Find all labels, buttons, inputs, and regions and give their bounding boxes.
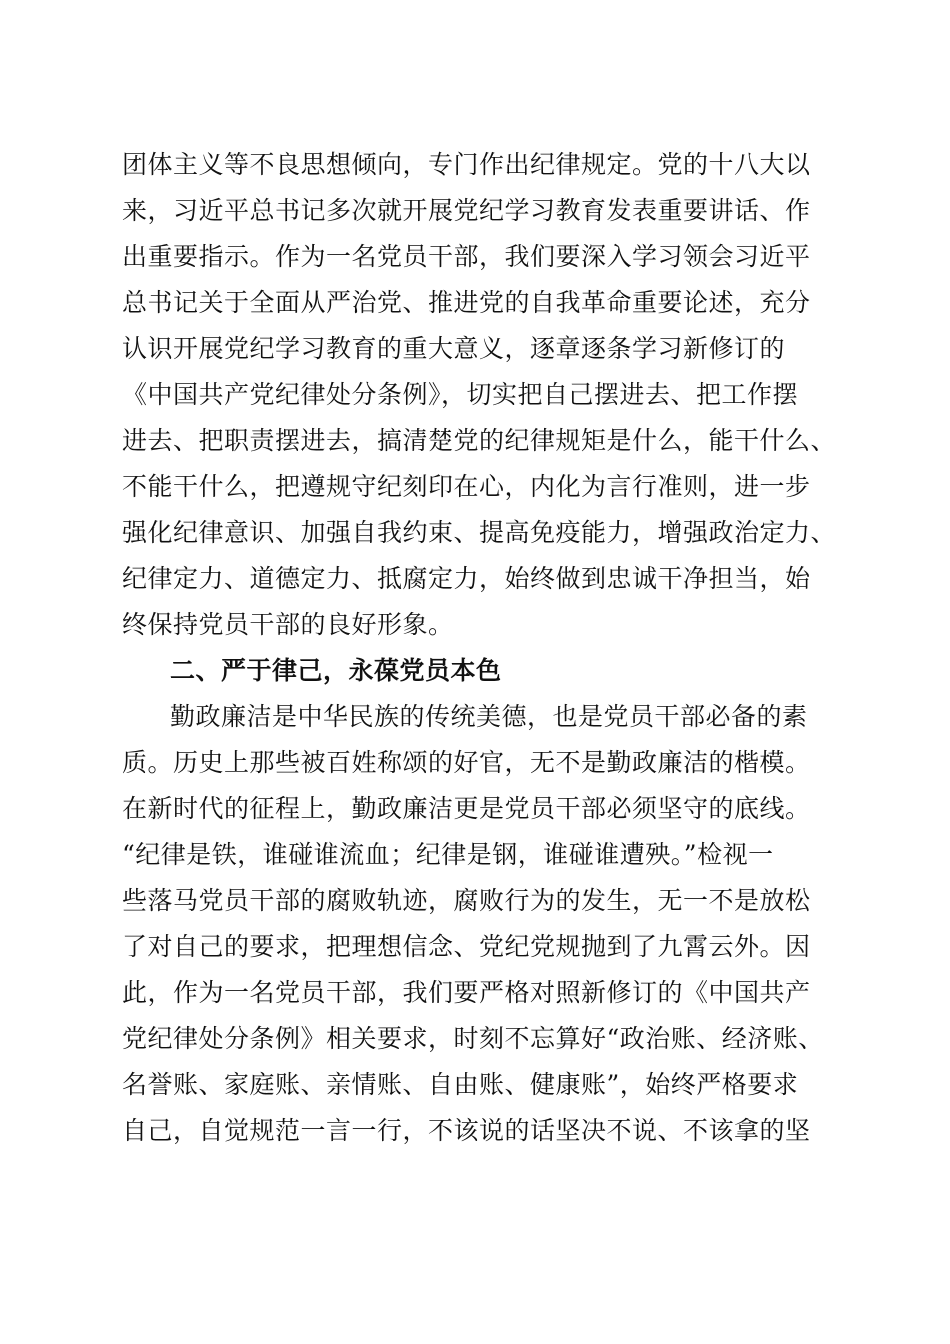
paragraph-1-line: 总书记关于全面从严治党、推进党的自我革命重要论述，充分 <box>122 288 811 317</box>
section-2-heading: 二、严于律己，永葆党员本色 <box>170 656 502 685</box>
paragraph-1-line: 团体主义等不良思想倾向，专门作出纪律规定。党的十八大以 <box>122 150 811 179</box>
paragraph-2-line: 勤政廉洁是中华民族的传统美德，也是党员干部必备的素 <box>170 702 808 731</box>
paragraph-1-line: 强化纪律意识、加强自我约束、提高免疫能力，增强政治定力、 <box>122 518 837 547</box>
paragraph-2-line: 党纪律处分条例》相关要求，时刻不忘算好“政治账、经济账、 <box>122 1024 824 1053</box>
paragraph-2-line: 些落马党员干部的腐败轨迹，腐败行为的发生，无一不是放松 <box>122 886 811 915</box>
paragraph-1-line: 不能干什么，把遵规守纪刻印在心，内化为言行准则，进一步 <box>122 472 811 501</box>
paragraph-1-line: 出重要指示。作为一名党员干部，我们要深入学习领会习近平 <box>122 242 811 271</box>
document-body <box>122 142 842 1154</box>
paragraph-2-line: 了对自己的要求，把理想信念、党纪党规抛到了九霄云外。因 <box>122 932 811 961</box>
paragraph-1-line: 来，习近平总书记多次就开展党纪学习教育发表重要讲话、作 <box>122 196 811 225</box>
paragraph-2-line: 在新时代的征程上，勤政廉洁更是党员干部必须坚守的底线。 <box>122 794 811 823</box>
paragraph-2-line: 名誉账、家庭账、亲情账、自由账、健康账”，始终严格要求 <box>122 1070 799 1099</box>
paragraph-1-line: 认识开展党纪学习教育的重大意义，逐章逐条学习新修订的 <box>122 334 786 363</box>
paragraph-1-line: 终保持党员干部的良好形象。 <box>122 610 454 639</box>
paragraph-2-line: 自己，自觉规范一言一行，不该说的话坚决不说、不该拿的坚 <box>122 1116 811 1145</box>
paragraph-1-line: 进去、把职责摆进去，搞清楚党的纪律规矩是什么，能干什么、 <box>122 426 837 455</box>
paragraph-2-line: 质。历史上那些被百姓称颂的好官，无不是勤政廉洁的楷模。 <box>122 748 811 777</box>
paragraph-1-line: 纪律定力、道德定力、抵腐定力，始终做到忠诚干净担当，始 <box>122 564 811 593</box>
paragraph-1-line: 《中国共产党纪律处分条例》，切实把自己摆进去、把工作摆 <box>122 380 799 409</box>
paragraph-2-line: 此，作为一名党员干部，我们要严格对照新修订的《中国共产 <box>122 978 811 1007</box>
paragraph-2-line: “纪律是铁，谁碰谁流血；纪律是钢，谁碰谁遭殃。”检视一 <box>122 840 774 869</box>
